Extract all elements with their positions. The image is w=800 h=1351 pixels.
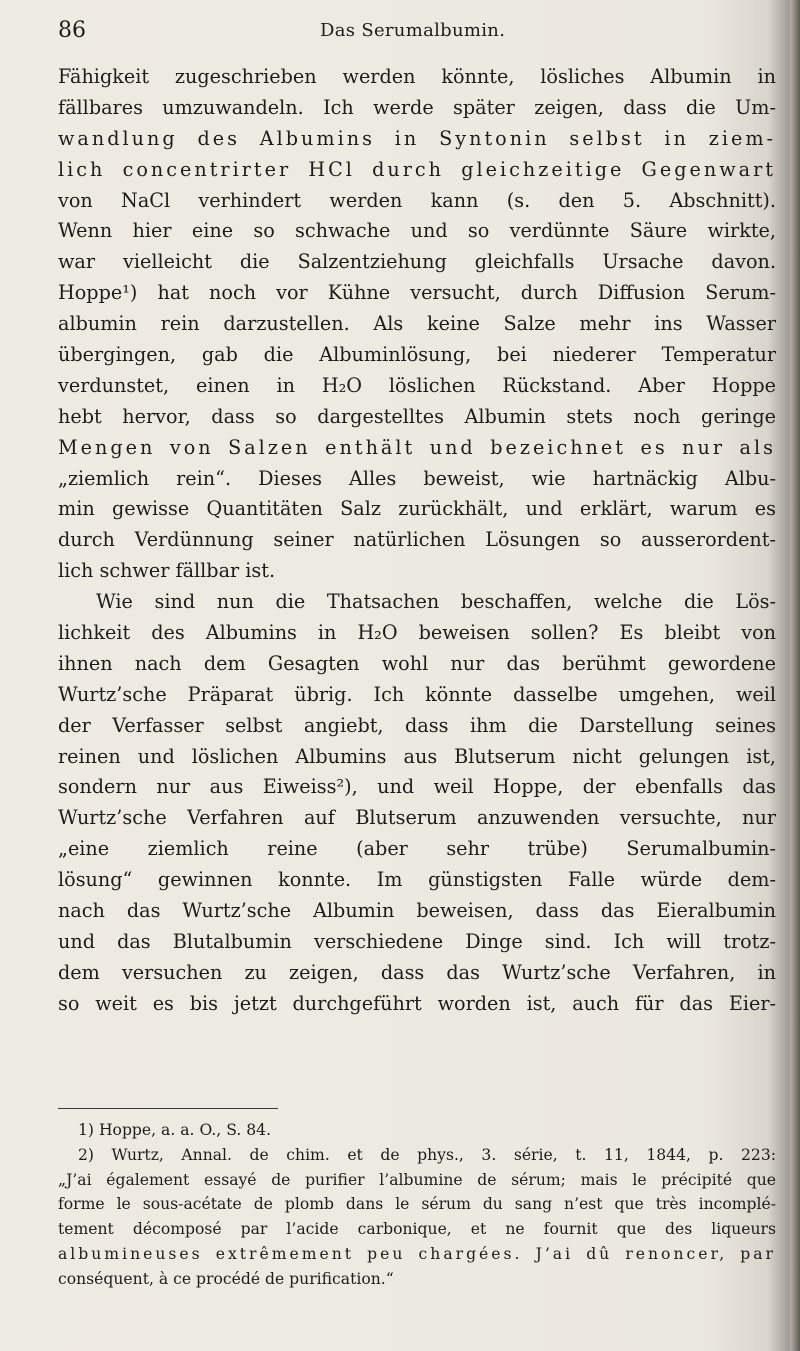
text-line: so weit es bis jetzt durchgeführt worden ist, auch für das Eier- [58, 991, 776, 1015]
footnote-separator [58, 1108, 278, 1109]
text-line: lich schwer fällbar ist. [58, 559, 276, 583]
text-line: dem versuchen zu zeigen, dass das Wurtz’sche Verfahren, in [58, 960, 776, 984]
body-text [58, 62, 776, 1020]
text-line: Wenn hier eine so schwache und so verdünnte Säure wirkte, [58, 219, 776, 243]
text-line: Wurtz’sche Präparat übrig. Ich könnte dasselbe umgehen, weil [58, 682, 776, 706]
footnote-line: tement décomposé par l’acide carbonique, et ne fournit que des liqueurs [58, 1220, 776, 1239]
page-header [0, 16, 780, 46]
running-head: Das Serumalbumin. [320, 20, 506, 41]
text-line: lösung“ gewinnen konnte. Im günstigsten Falle würde dem- [58, 868, 776, 892]
text-line: hebt hervor, dass so dargestelltes Albumin stets noch geringe [58, 404, 776, 428]
text-line: Fähigkeit zugeschrieben werden könnte, lösliches Albumin in [58, 65, 776, 88]
text-line: Wurtz’sche Verfahren auf Blutserum anzuwenden versuchte, nur [58, 806, 776, 830]
text-line: übergingen, gab die Albuminlösung, bei niederer Temperatur [58, 343, 776, 367]
footnotes [58, 1118, 776, 1292]
text-line: reinen und löslichen Albumins aus Blutserum nicht gelungen ist, [58, 744, 776, 768]
text-line: ihnen nach dem Gesagten wohl nur das berühmt gewordene [58, 651, 776, 675]
text-line: von NaCl verhindert werden kann (s. den 5. Abschnitt). [58, 188, 776, 212]
footnote-line: 1) Hoppe, a. a. O., S. 84. [78, 1121, 272, 1139]
text-line: fällbares umzuwandeln. Ich werde später zeigen, dass die Um- [58, 95, 776, 119]
text-line: durch Verdünnung seiner natürlichen Lösungen so ausserordent- [58, 528, 776, 552]
text-line: „ziemlich rein“. Dieses Alles beweist, wie hartnäckig Albu- [58, 466, 776, 490]
text-line: nach das Wurtz’sche Albumin beweisen, dass das Eieralbumin [58, 899, 776, 923]
footnote-line: conséquent, à ce procédé de purification.“ [58, 1269, 394, 1288]
text-line: verdunstet, einen in H₂O löslichen Rückstand. Aber Hoppe [58, 373, 776, 397]
footnote-line: „J’ai également essayé de purifier l’albumine de sérum; mais le précipité que [58, 1170, 776, 1189]
text-line: albumin rein darzustellen. Als keine Salze mehr ins Wasser [58, 312, 776, 336]
footnote-line: forme le sous-acétate de plomb dans le sérum du sang n’est que très incomplé- [58, 1195, 776, 1214]
text-line: lichkeit des Albumins in H₂O beweisen sollen? Es bleibt von [58, 621, 776, 645]
footnote-line: 2) Wurtz, Annal. de chim. et de phys., 3. série, t. 11, 1844, p. 223: [78, 1145, 776, 1164]
text-line: war vielleicht die Salzentziehung gleichfalls Ursache davon. [58, 250, 776, 274]
text-line: der Verfasser selbst angiebt, dass ihm die Darstellung seines [58, 713, 776, 737]
book-spine-shadow [790, 0, 800, 1351]
text-line: „eine ziemlich reine (aber sehr trübe) Serumalbumin- [58, 837, 776, 861]
text-line: Mengen von Salzen enthält und bezeichnet es nur als [58, 435, 776, 459]
text-line: min gewisse Quantitäten Salz zurückhält, und erklärt, warum es [58, 497, 776, 521]
text-line: wandlung des Albumins in Syntonin selbst in ziem- [58, 126, 776, 150]
text-line: sondern nur aus Eiweiss²), und weil Hoppe, der ebenfalls das [58, 775, 776, 799]
text-line: lich concentrirter HCl durch gleichzeitige Gegenwart [58, 157, 776, 181]
text-line: und das Blutalbumin verschiedene Dinge sind. Ich will trotz- [58, 929, 776, 953]
text-line: Wie sind nun die Thatsachen beschaffen, welche die Lös- [96, 590, 776, 614]
footnote-line: albumineuses extrêmement peu chargées. J’ai dû renoncer, par [58, 1244, 776, 1263]
page-number: 86 [58, 18, 86, 43]
text-line: Hoppe¹) hat noch vor Kühne versucht, durch Diffusion Serum- [58, 281, 776, 305]
